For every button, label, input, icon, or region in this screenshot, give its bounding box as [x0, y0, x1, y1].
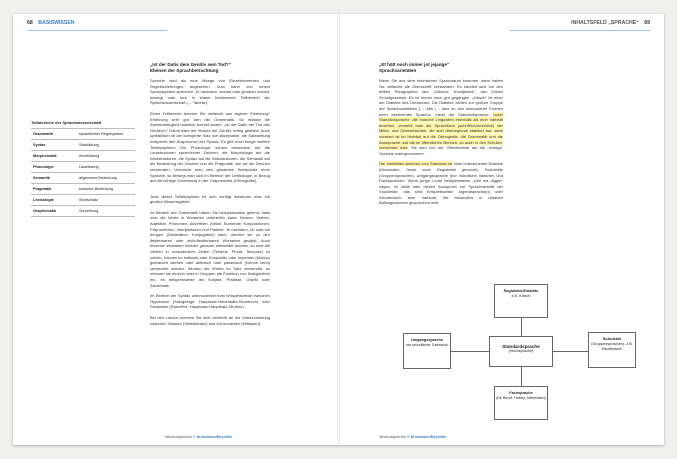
right-article [379, 62, 503, 211]
left-article-title: „Ist der Dativ dem Genitiv sein Tod?“ [150, 62, 232, 67]
glossary-term: Syntax [31, 140, 77, 151]
right-section-title: INHALTSFELD „SPRACHE“ [571, 20, 639, 26]
glossary-table [31, 120, 135, 217]
diagram-right-box [588, 332, 636, 368]
glossary-desc: Lautbildung [77, 162, 135, 173]
highlighted-text: Die Varietäten weichen vom Standard ab. [379, 161, 454, 167]
glossary-term: Grammatik [31, 129, 77, 140]
diagram-top-box [494, 284, 548, 318]
paragraph-text: Sie wird von der Öffentlichkeit als die „richtige“ Sprache wahrgenommen. [379, 145, 503, 156]
connector-line [552, 351, 588, 352]
bottom-subtitle: (für Beruf, Hobby, Interessen) [496, 396, 546, 400]
glossary-term: Lexikologie [31, 195, 77, 206]
center-subtitle: (Hochsprache) [508, 349, 534, 353]
paragraph-text: Man unterscheidet Dialekte (Mundarten, heute auch Regiolekte genannt), Soziolekte (Gruppensprachen), Umgangssprache (nur mündliche Variante) und Fachsprachen. Wenn junge Leute beispielsweise „chill ma digger“ sagen, so zählt man diesen Ausspruch zur Sprachvarietät der Soziolekte, das sind beispielsweise Jugendsprache(n) oder Kiezdeutsch, eine Variante, die besonders in urbanen Ballungsräumen gesprochen wird. [379, 161, 503, 206]
footer-label: Wissensspeicher [165, 435, 193, 439]
book-spread [13, 14, 664, 445]
glossary-term: Semantik [31, 173, 77, 184]
paragraph-text: Wenn Sie aus dem rheinischen Sprachraum kommen, dann haben Sie vielleicht die Überschrift verstanden: Es handelt sich um den dritten Paragraphen des „Kölsche Jrundjesetz“, des Kölner Grundgesetzes: Es ist immer noch gut gegangen. „Kölsch“ ist einer der Dialekte des Deutschen. Die Dialekte zählen zur großen Gruppe der Sprachvarietäten (→ Abb.) – also zu den besonderen Formen einer bestimmten Sprache, meist der Standardsprache. [379, 78, 503, 117]
paragraph: Im Bereich der Grammatik haben Sie beispielsweise gelernt, dass man die Worte in Wortarten unterteilen kann: Nomen, Verben, Adjektive, Pronomen, Adverbien, Artikel, Numerale, Konjunktionen, Präpositionen, Interjektionen und Partikel. Je nachdem, ob man sie beugen (Deklination, Konjugation) kann, werden sie zu den flektierbaren oder nicht-flektierbaren Wortarten gezählt. Auch einzelne Wortarten können genauer betrachtet werden, so sind die Verben in verschiedene Zeiten (Tempus, Plural: Tempora) zu setzen, können im Indikativ oder Konjunktiv oder Imperativ (Modus) gebraucht werden oder aktivisch oder passivisch (Genus verbi) verwendet werden. Wurden die Wörter im Satz verwendet, so nehmen sie einzeln oder in Gruppen die Funktion von Satzgliedern ein, es beispielsweise als Subjekt, Prädikat, Objekt oder Adverbiale. [150, 209, 270, 288]
paragraph: Im Bereich der Syntax unterscheidet man beispielsweise zwischen Hypotaxen (Satzgefüge: Hauptsatz-Nebensatz-Strukturen) oder Parataxen (Satzreihe: Hauptsatz-Hauptsatz-Struktur). [150, 293, 270, 310]
table-row [31, 140, 135, 151]
left-article-subtitle: Ebenen der Sprachbetrachtung [150, 68, 219, 73]
table-row [31, 162, 135, 173]
highlighted-text: Unter Standardsprache, die manche Linguisten ebenfalls als eine Varietät ansehen, versteht man die Sprachform (schriftlich/mündlich) der Mittel- und Oberschichten, die sich überregional etabliert hat, stark normiert ist im Hinblick auf die Orthografie, die Grammatik und die Aussprache und die im öffentlichen Bereich, so auch in den Schulen, verwendet wird. [379, 111, 503, 151]
left-header [27, 20, 75, 29]
footer-brand: © Brinkmann/Meyhöfer [407, 435, 447, 439]
connector-line [451, 351, 490, 352]
left-footer [165, 435, 233, 439]
footer-label: Wissensspeicher [379, 435, 407, 439]
glossary-desc: Satzbildung [77, 140, 135, 151]
table-row [31, 151, 135, 162]
paragraph: Bei den Lauten erinnern Sie sich vielleicht an die Unterscheidung zwischen Vokalen (Selbstlauten) und Konsonanten (Mitlauten). [150, 314, 270, 326]
paragraph: Einen Teilbereich kennen Sie vielleicht aus eigener Erfahrung? Erfahrung sehr gut: den der Grammatik. So müsste die Zweckmäßigkeit natürlich korrekt lauten: „Ist der Dativ der Tod des Genitivs?“ Damit wäre der Wortes der Genitiv richtig gebildet. Auch syntaktisch ist der korrigierte Satz nun akzeptabel, die Satzstellung entspricht den Ansprüchen der Syntax. Es gibt noch einige weitere Teildisziplinen: Die Phonologie schaut besonders auf die Lautstrukturen sprachlicher Zeichen, die Morphologie auf die Wortstrukturen, die Syntax auf die Satzstrukturen, die Semantik auf die Bedeutung der Zeichen und die Pragmatik, wie wir die Zeichen verwenden. Unterscht man den gesamten Wortschatz einer Sprache, so bewegt man sich im Bereich der Lexikologie, in Bezug auf die richtige Schreibung in der Graphematik (Orthografie). [150, 110, 270, 184]
left-subtitle: nur mündlicher Gebrauch [405, 343, 449, 347]
top-subtitle: z.B. Kölsch [511, 294, 531, 298]
left-section-title: BASISWISSEN [38, 20, 75, 26]
glossary-term: Morphematik [31, 151, 77, 162]
diagram-bottom-box [494, 386, 548, 420]
right-title: Soziolekte [602, 337, 622, 341]
table-row [31, 206, 135, 217]
right-page [339, 14, 664, 445]
paragraph [379, 161, 503, 206]
diagram-left-box [403, 333, 451, 369]
connector-line [521, 318, 522, 336]
glossary-desc: Wortschatz [77, 195, 135, 206]
paragraph [379, 78, 503, 156]
header-rule [510, 30, 650, 31]
right-page-number: 69 [644, 20, 650, 26]
glossary-desc: allgemeine Bedeutung [77, 173, 135, 184]
right-subtitle: (Gruppensprachen), z.B. Kiezdeutsch [591, 342, 633, 351]
right-footer [379, 435, 447, 439]
table-row [31, 173, 135, 184]
diagram-center-box [489, 336, 553, 367]
right-article-subtitle: Sprachvarietäten [379, 68, 417, 73]
left-page [13, 14, 338, 445]
paragraph: Jede dieser Teildisziplinen für sich verfügt wiederum über ein großes Wissensgebiet. [150, 193, 270, 205]
glossary-desc: Wortbildung [77, 151, 135, 162]
glossary-desc: Schreibung [77, 206, 135, 217]
center-title: Standardsprache [502, 344, 540, 349]
glossary-term: Phonologie [31, 162, 77, 173]
glossary-desc: konkrete Bedeutung [77, 184, 135, 195]
paragraph: Sprache wird als eine Menge von Einzelelementen und Regelbeziehungen angesehen, man kann von einem Sprachsystem sprechen. Je nachdem, worauf man genauer schaut, bewegt man sich in einem bestimmten Teilbereich der Sprachwissenschaft (→ Tabelle). [150, 78, 270, 106]
footer-brand: © Brinkmann/Meyhöfer [193, 435, 233, 439]
bottom-title: Fachsprache [509, 391, 533, 395]
left-article [150, 62, 270, 331]
glossary-term: Pragmatik [31, 184, 77, 195]
top-title: Regiolekte/Dialekte [503, 289, 539, 293]
left-page-number: 68 [27, 20, 33, 26]
glossary-desc: sprachliches Regelsystem [77, 129, 135, 140]
table-row [31, 129, 135, 140]
table-row [31, 195, 135, 206]
right-article-title: „Et hätt noch immer jot jejange“ [379, 62, 450, 67]
glossary-term: Graphematik [31, 206, 77, 217]
connector-line [521, 367, 522, 386]
table-row [31, 184, 135, 195]
header-rule [27, 30, 167, 31]
right-header [571, 20, 650, 29]
glossary-caption: Teilbereiche der Sprachwissenschaft [31, 120, 102, 125]
left-title: Umgangssprache [411, 338, 443, 342]
